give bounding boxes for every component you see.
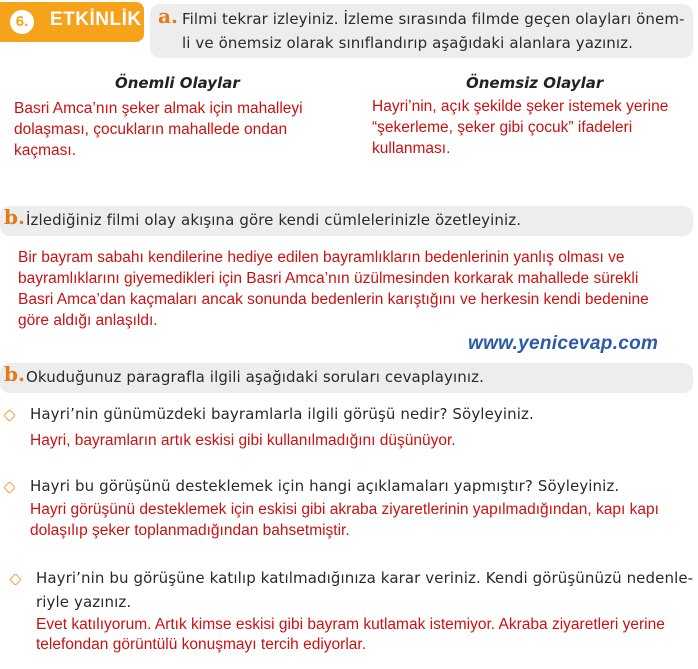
summary-line-1: Bir bayram sabahı kendilerine hediye edilen bayramlıkların bedenlerinin yanlış olması ve	[18, 249, 625, 266]
item-1-answer: Hayri, bayramların artık eskisi gibi kullanılmadığını düşünüyor.	[30, 432, 456, 449]
unimportant-answer-line-1: Hayri’nin, açık şekilde şeker istemek yerine	[372, 98, 669, 115]
question-b2-marker: b.	[4, 362, 25, 386]
unimportant-answer-line-3: kullanması.	[372, 140, 451, 157]
unimportant-events-heading: Önemsiz Olaylar	[466, 74, 604, 92]
question-a-line-2: li ve önemsiz olarak sınıflandırıp aşağıdaki alanlara yazınız.	[182, 34, 633, 52]
activity-number: 6.	[10, 10, 34, 34]
bullet-icon	[9, 573, 22, 586]
item-3-answer-line-2: telefondan görüntülü konuşmayı tercih ediyorlar.	[36, 636, 367, 653]
item-2-answer-line-1: Hayri görüşünü desteklemek için eskisi gibi akraba ziyaretlerinin yapılmadığından, kapı kapı	[30, 501, 659, 518]
summary-line-3: Basri Amca’dan kaçmaları ancak sonunda bedenlerin karıştığını ve herkesin kendi bedenine	[18, 291, 649, 308]
item-3-answer-line-1: Evet katılıyorum. Artık kimse eskisi gibi bayram kutlamak istemiyor. Akraba ziyaretleri yerine	[36, 616, 665, 633]
item-2-answer-line-2: dolaşılıp şeker toplanmadığından bahsetmiştir.	[30, 522, 350, 539]
item-2-question: Hayri bu görüşünü desteklemek için hangi açıklamaları yapmıştır? Söyleyiniz.	[30, 477, 620, 495]
important-answer-line-1: Basri Amca’nın şeker almak için mahalleyi	[14, 100, 303, 117]
summary-line-2: bayramlıklarını giyemedikleri için Basri Amca’nın üzülmesinden korkarak mahallede sürekli	[18, 270, 639, 287]
site-watermark: www.yenicevap.com	[468, 333, 659, 354]
question-b1-text: İzlediğiniz filmi olay akışına göre kendi cümlelerinizle özetleyiniz.	[26, 211, 522, 229]
question-a-line-1: Filmi tekrar izleyiniz. İzleme sırasında filmde geçen olayları önem-	[182, 10, 685, 28]
question-b2-text: Okuduğunuz paragrafla ilgili aşağıdaki soruları cevaplayınız.	[26, 368, 484, 386]
important-answer-line-3: kaçması.	[14, 142, 77, 159]
question-a-marker: a.	[158, 4, 178, 28]
bullet-icon	[3, 409, 16, 422]
important-events-heading: Önemli Olaylar	[115, 74, 240, 92]
activity-label: ETKİNLİK	[50, 9, 142, 30]
summary-line-4: göre aldığı anlaşıldı.	[18, 312, 158, 329]
bullet-icon	[3, 481, 16, 494]
item-3-question-line-2: riyle yazınız.	[36, 593, 132, 611]
unimportant-answer-line-2: “şekerleme, şeker gibi çocuk” ifadeleri	[372, 119, 633, 136]
question-b1-marker: b.	[4, 205, 25, 229]
item-3-question-line-1: Hayri’nin bu görüşüne katılıp katılmadığınıza karar veriniz. Kendi görüşünüzü nedenle-	[36, 569, 694, 587]
important-answer-line-2: dolaşması, çocukların mahallede ondan	[14, 121, 288, 138]
item-1-question: Hayri’nin günümüzdeki bayramlarla ilgili görüşü nedir? Söyleyiniz.	[30, 405, 534, 423]
